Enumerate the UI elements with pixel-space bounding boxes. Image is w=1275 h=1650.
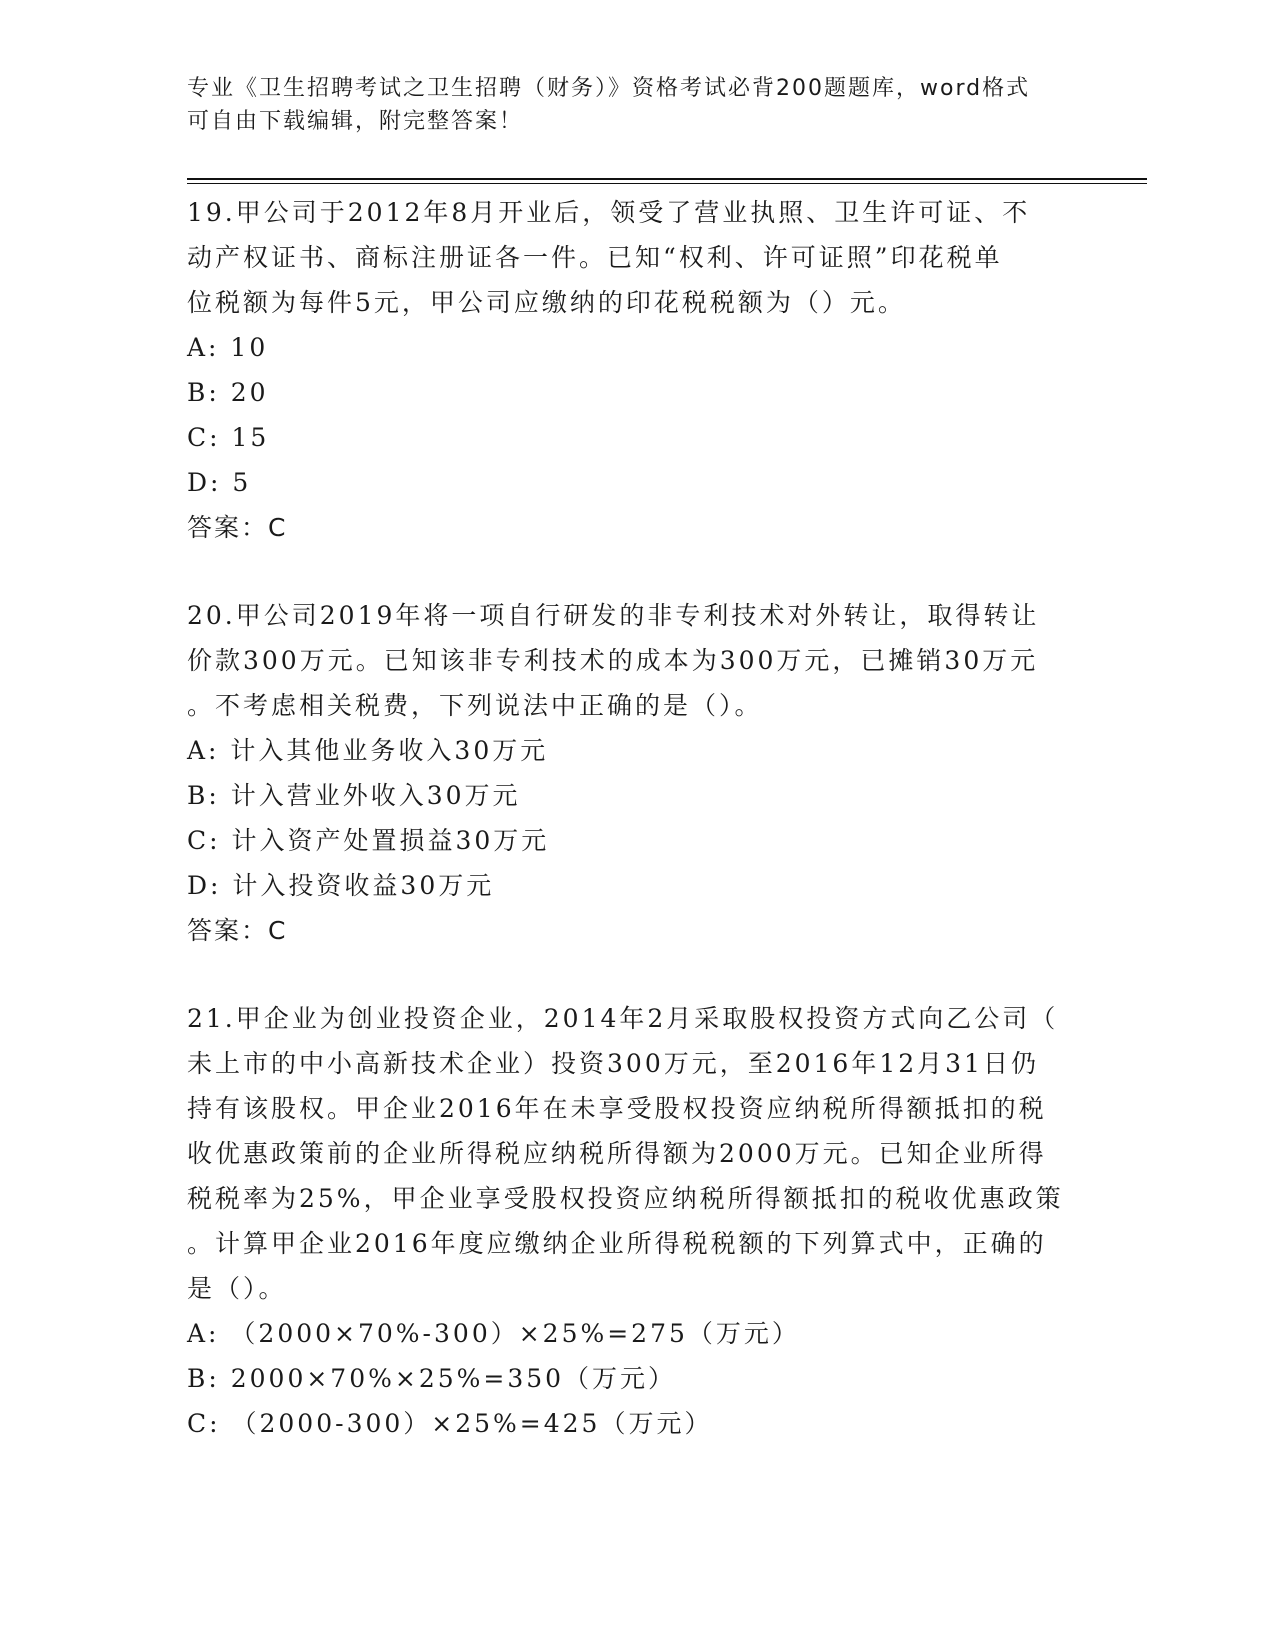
question-20 xyxy=(187,593,1087,953)
question-stem-line: 动产权证书、商标注册证各一件。已知“权利、许可证照”印花税单 xyxy=(187,243,1003,272)
option-a: A: 10 xyxy=(187,333,269,362)
question-spacer xyxy=(187,953,1087,996)
question-stem-line: 21.甲企业为创业投资企业，2014年2月采取股权投资方式向乙公司（ xyxy=(187,1004,1059,1033)
answer-label: 答案：C xyxy=(187,513,288,542)
question-stem-line: 未上市的中小高新技术企业）投资300万元，至2016年12月31日仍 xyxy=(187,1049,1039,1078)
question-stem-line: 19.甲公司于2012年8月开业后，领受了营业执照、卫生许可证、不 xyxy=(187,198,1031,227)
question-stem-line: 收优惠政策前的企业所得税应纳税所得额为2000万元。已知企业所得 xyxy=(187,1139,1047,1168)
question-stem-line: 价款300万元。已知该非专利技术的成本为300万元，已摊销30万元 xyxy=(187,646,1039,675)
document-header xyxy=(187,72,1067,138)
option-a: A: 计入其他业务收入30万元 xyxy=(187,736,549,765)
question-21 xyxy=(187,996,1087,1446)
header-divider-thin xyxy=(187,183,1147,184)
option-d: D: 计入投资收益30万元 xyxy=(187,871,495,900)
question-stem-line: 税税率为25%，甲企业享受股权投资应纳税所得额抵扣的税收优惠政策 xyxy=(187,1184,1064,1213)
header-divider-thick xyxy=(187,178,1147,180)
option-a: A: （2000×70%-300）×25%=275（万元） xyxy=(187,1319,800,1348)
question-stem-line: 位税额为每件5元，甲公司应缴纳的印花税税额为（）元。 xyxy=(187,288,906,317)
question-stem-line: 。不考虑相关税费，下列说法中正确的是（）。 xyxy=(187,691,763,720)
option-c: C: 15 xyxy=(187,423,270,452)
question-19 xyxy=(187,190,1087,550)
header-line-2: 可自由下载编辑，附完整答案！ xyxy=(187,109,524,134)
option-c: C: （2000-300）×25%=425（万元） xyxy=(187,1409,713,1438)
question-stem-line: 持有该股权。甲企业2016年在未享受股权投资应纳税所得额抵扣的税 xyxy=(187,1094,1047,1123)
option-d: D: 5 xyxy=(187,468,252,497)
option-b: B: 20 xyxy=(187,378,269,407)
question-stem-line: 。计算甲企业2016年度应缴纳企业所得税税额的下列算式中，正确的 xyxy=(187,1229,1047,1258)
question-list xyxy=(187,190,1087,1446)
option-b: B: 计入营业外收入30万元 xyxy=(187,781,521,810)
question-stem-line: 是（）。 xyxy=(187,1274,287,1303)
option-b: B: 2000×70%×25%=350（万元） xyxy=(187,1364,677,1393)
question-stem-line: 20.甲公司2019年将一项自行研发的非专利技术对外转让，取得转让 xyxy=(187,601,1040,630)
header-line-1: 专业《卫生招聘考试之卫生招聘（财务）》资格考试必背200题题库，word格式 xyxy=(187,76,1031,101)
question-spacer xyxy=(187,550,1087,593)
answer-label: 答案：C xyxy=(187,916,288,945)
option-c: C: 计入资产处置损益30万元 xyxy=(187,826,550,855)
